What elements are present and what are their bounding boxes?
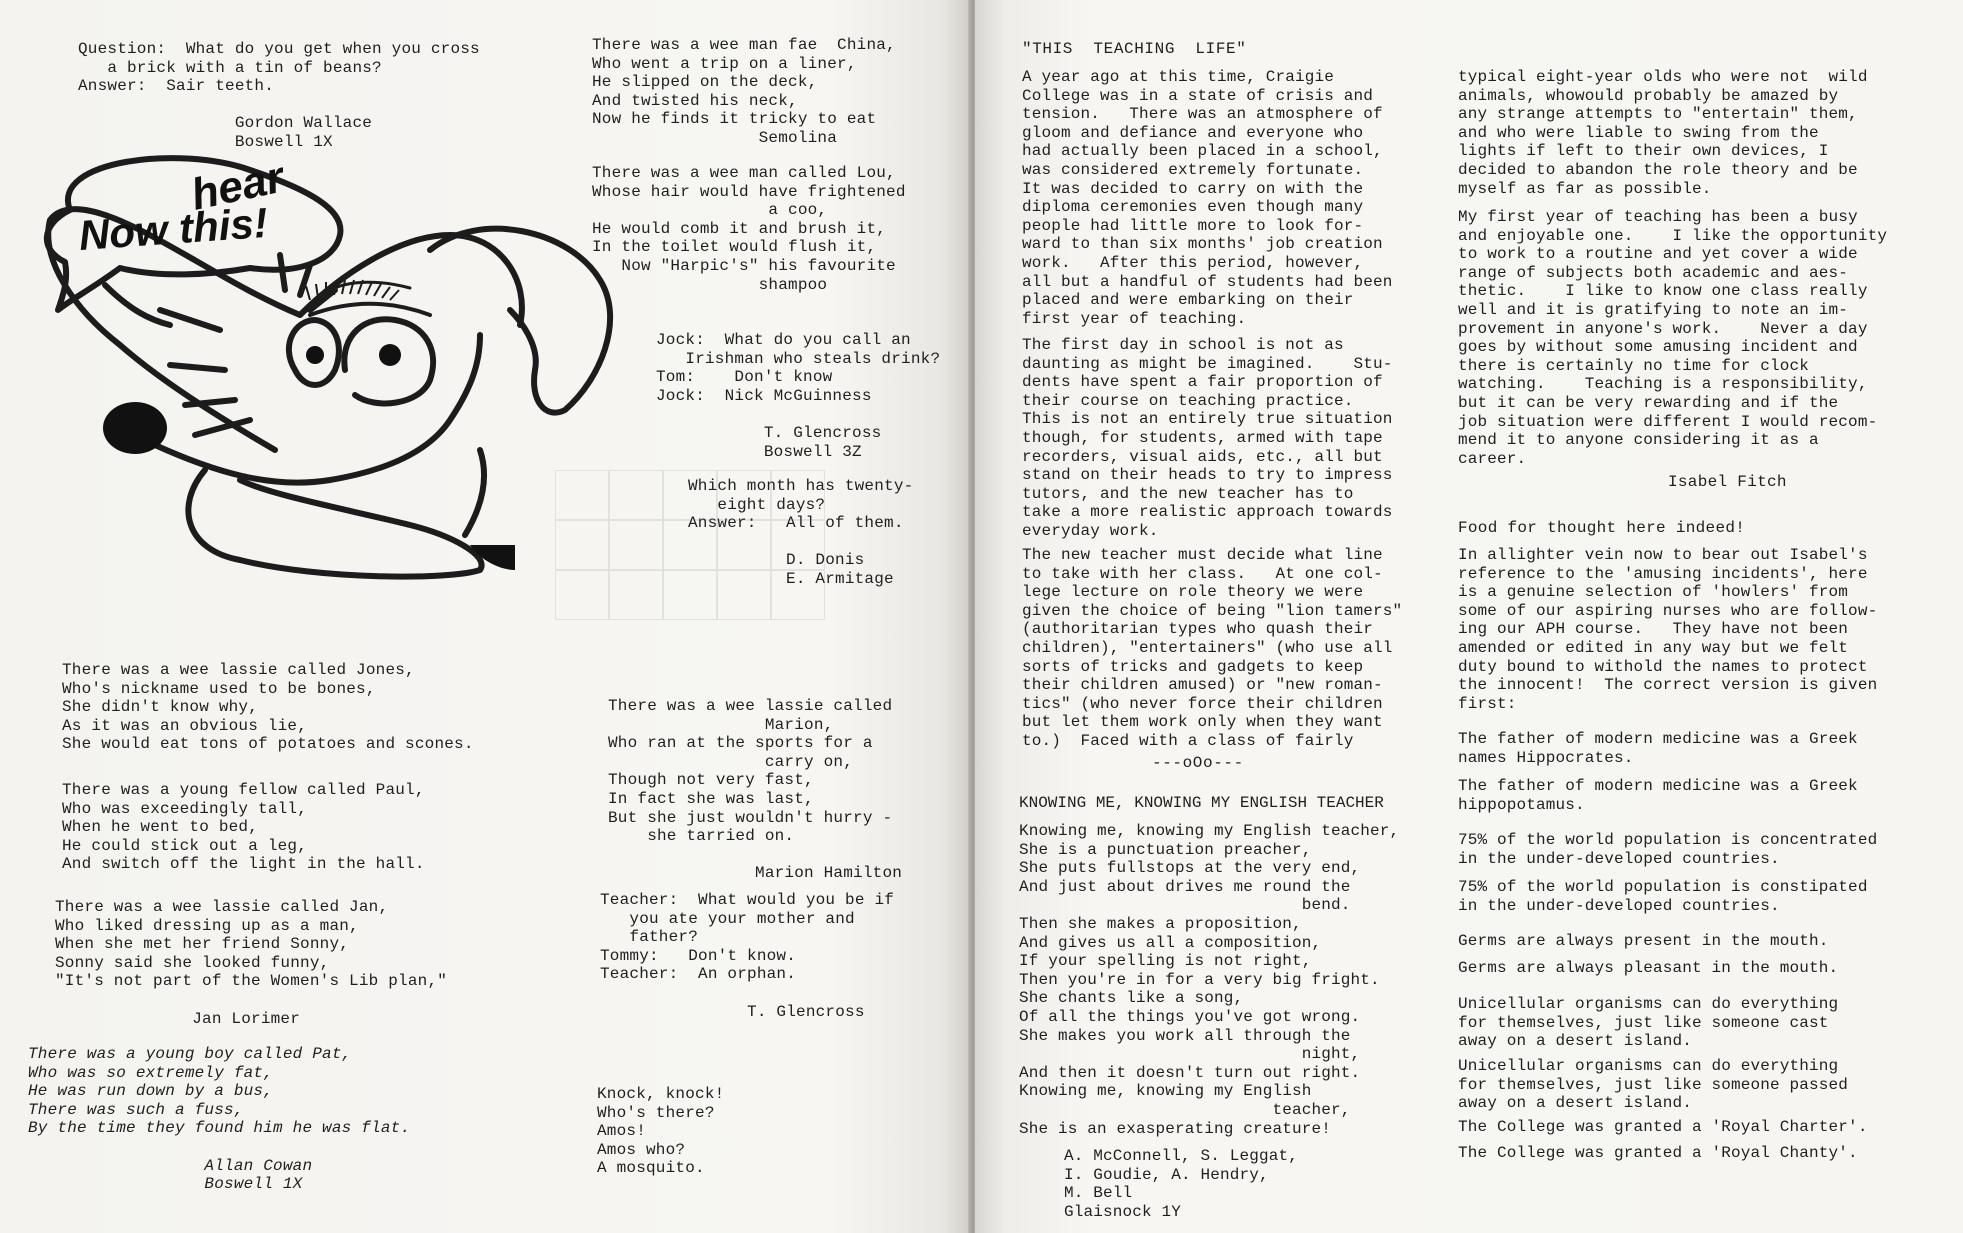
text-line <box>28 1138 410 1157</box>
text-line: to work to a routine and yet cover a wide <box>1458 245 1858 264</box>
text-line: Boswell 3Z <box>656 442 862 461</box>
text-line: It was decided to carry on with the <box>1022 179 1364 198</box>
text-line: work. After this period, however, <box>1022 253 1364 272</box>
text-line: Who's there? <box>597 1103 715 1122</box>
joke-orphan <box>600 891 894 1021</box>
text-line: animals, whowould probably be amazed by <box>1458 86 1839 105</box>
text-line: but it can be very rewarding and if the <box>1458 393 1839 412</box>
text-line: Germs are always present in the mouth. <box>1458 932 1829 950</box>
text-line: There was a young boy called Pat, <box>28 1045 352 1063</box>
text-line: take a more realistic approach towards <box>1022 503 1393 522</box>
howler-item <box>1458 730 1858 767</box>
howler-item <box>1458 1144 1858 1163</box>
text-line: 75% of the world population is constipated <box>1458 878 1868 896</box>
text-line: to.) Faced with a class of fairly <box>1022 731 1354 750</box>
text-line: given the choice of being "lion tamers" <box>1022 601 1403 620</box>
text-line: (authoritarian types who quash their <box>1022 620 1374 639</box>
howler-item <box>1458 959 1838 978</box>
limerick-marion <box>608 697 902 883</box>
text-line: typical eight-year olds who were not wild <box>1458 68 1868 86</box>
text-line: people had little more to look for- <box>1022 216 1364 235</box>
text-line: Sonny said she looked funny, <box>55 953 330 972</box>
text-line: amended or edited in any way but we felt <box>1458 638 1849 657</box>
text-line: Answer: All of them. <box>688 514 904 533</box>
text-line: D. Donis <box>688 551 865 570</box>
howler-item <box>1458 1057 1848 1113</box>
text-line: there is certainly no time for clock <box>1458 356 1810 375</box>
text-line: recorders, visual aids, etc., all but <box>1022 447 1383 466</box>
text-line <box>600 984 894 1003</box>
text-line: In fact she was last, <box>608 789 814 808</box>
text-line: She didn't know why, <box>62 698 259 717</box>
text-line: their course on teaching practice. <box>1022 391 1354 410</box>
text-line: A year ago at this time, Craigie <box>1022 68 1335 86</box>
article-col1-para3 <box>1022 546 1402 751</box>
howler-item <box>1458 878 1868 915</box>
text-line: and enjoyable one. I like the opportunity <box>1458 226 1888 245</box>
text-line: A mosquito. <box>597 1159 705 1178</box>
text-line: There was a wee lassie called Jones, <box>62 661 415 679</box>
dog-nose <box>103 402 167 454</box>
text-line: She chants like a song, <box>1019 989 1244 1008</box>
text-line: a coo, <box>592 201 828 220</box>
show-through-grid <box>555 470 825 620</box>
dog-neck <box>465 450 484 535</box>
text-line: range of subjects both academic and aes- <box>1458 263 1849 282</box>
text-line: dents have spent a fair proportion of <box>1022 373 1383 392</box>
text-line: Boswell 1X <box>78 132 333 151</box>
text-line: He slipped on the deck, <box>592 73 818 92</box>
text-line: you ate your mother and <box>600 909 855 928</box>
text-line: daunting as might be imagined. Stu- <box>1022 354 1393 373</box>
text-line: job situation were different I would recom- <box>1458 412 1878 431</box>
howler-item <box>1458 1118 1868 1137</box>
text-line: Marion, <box>608 715 834 734</box>
text-line: Gordon Wallace <box>78 114 373 133</box>
text-line <box>78 96 480 115</box>
text-line: There was a wee lassie called Jan, <box>55 898 389 916</box>
text-line: Answer: Sair teeth. <box>78 77 275 96</box>
text-line: their children amused) or "new roman- <box>1022 676 1383 695</box>
text-line <box>55 991 447 1010</box>
text-line: Who's nickname used to be bones, <box>62 679 376 698</box>
text-line: Then she makes a proposition, <box>1019 914 1302 933</box>
text-line: There was a young fellow called Paul, <box>62 781 425 799</box>
text-line: everyday work. <box>1022 521 1159 540</box>
text-line: and who were liable to swing from the <box>1458 123 1819 142</box>
text-line: Of all the things you've got wrong. <box>1019 1007 1361 1026</box>
text-line: first year of teaching. <box>1022 309 1247 328</box>
text-line: Jock: Nick McGuinness <box>656 386 872 405</box>
text-line: Whose hair would have frightened <box>592 182 906 201</box>
text-line: Teacher: What would you be if <box>600 891 895 909</box>
article-col1-para1 <box>1022 68 1393 328</box>
text-line: And just about drives me round the <box>1019 877 1351 896</box>
joke-irishman <box>656 331 940 461</box>
text-line: "It's not part of the Women's Lib plan," <box>55 972 448 991</box>
text-line: Now "Harpic's" his favourite <box>592 256 896 275</box>
text-line: the innocent! The correct version is given <box>1458 676 1878 695</box>
text-line: decided to abandon the role theory and be <box>1458 160 1858 179</box>
text-line: She would eat tons of potatoes and scones. <box>62 735 474 754</box>
text-line: away on a desert island. <box>1458 1032 1693 1051</box>
text-line: was considered extremely fortunate. <box>1022 160 1364 179</box>
text-line: any strange attempts to "entertain" them, <box>1458 105 1858 124</box>
text-line: 75% of the world population is concentrated <box>1458 831 1878 849</box>
text-line: Teacher: An orphan. <box>600 965 797 984</box>
limerick-jones <box>62 661 474 754</box>
text-line: children), "entertainers" (who use all <box>1022 638 1393 657</box>
text-line: tutors, and the new teacher has to <box>1022 484 1354 503</box>
limerick-lou <box>592 164 906 294</box>
text-line: provement in anyone's work. Never a day <box>1458 319 1868 338</box>
joke-knock-knock <box>597 1085 724 1178</box>
text-line: in the under-developed countries. <box>1458 849 1780 868</box>
text-line: first: <box>1458 694 1517 713</box>
text-line: Tom: Don't know <box>656 368 833 387</box>
text-line: M. Bell <box>1064 1184 1133 1203</box>
text-line: In allighter vein now to bear out Isabel's <box>1458 546 1868 564</box>
text-line: for themselves, just like someone passed <box>1458 1075 1849 1094</box>
howler-item <box>1458 995 1838 1051</box>
text-line: is a genuine selection of 'howlers' from <box>1458 583 1849 602</box>
text-line: As it was an obvious lie, <box>62 716 308 735</box>
article-col2-para3 <box>1458 546 1877 713</box>
text-line: If your spelling is not right, <box>1019 952 1312 971</box>
text-line: Amos! <box>597 1122 647 1141</box>
text-line: Which month has twenty- <box>688 477 914 495</box>
text-line: My first year of teaching has been a busy <box>1458 208 1858 226</box>
text-line: Allan Cowan <box>28 1156 313 1175</box>
text-line: watching. Teaching is a responsibility, <box>1458 375 1868 394</box>
text-line: Amos who? <box>597 1140 686 1159</box>
text-line: shampoo <box>592 275 828 294</box>
text-line: The College was granted a 'Royal Charter'. <box>1458 1118 1868 1136</box>
text-line: There was such a fuss, <box>28 1100 244 1119</box>
article-col1-para2 <box>1022 336 1393 541</box>
text-line <box>656 405 940 424</box>
text-line: When she met her friend Sonny, <box>55 935 350 954</box>
text-line: Though not very fast, <box>608 771 814 790</box>
section-separator: ---oOo--- <box>1152 754 1244 772</box>
text-line: goes by without some amusing incident and <box>1458 338 1858 357</box>
text-line: There was a wee man fae China, <box>592 36 896 54</box>
text-line: Who liked dressing up as a man, <box>55 916 359 935</box>
text-line: Unicellular organisms can do everything <box>1458 1057 1839 1075</box>
article-col2-para2 <box>1458 208 1887 468</box>
text-line: duty bound to withold the names to protect <box>1458 657 1868 676</box>
text-line: There was a wee man called Lou, <box>592 164 896 182</box>
text-line: By the time they found him he was flat. <box>28 1119 411 1138</box>
text-line: night, <box>1019 1045 1361 1064</box>
text-line: E. Armitage <box>688 569 894 588</box>
text-line: names Hippocrates. <box>1458 748 1634 767</box>
poem-title: KNOWING ME, KNOWING MY ENGLISH TEACHER <box>1019 794 1384 812</box>
text-line: T. Glencross <box>600 1002 865 1021</box>
text-line: Semolina <box>592 128 838 147</box>
text-line: T. Glencross <box>656 423 882 442</box>
text-line: Knowing me, knowing my English <box>1019 1082 1312 1101</box>
right-page <box>975 0 1963 1233</box>
text-line: The first day in school is not as <box>1022 336 1344 354</box>
text-line: Knock, knock! <box>597 1085 725 1103</box>
text-line: well and it is gratifying to note an im- <box>1458 300 1849 319</box>
text-line: lights if left to their own devices, I <box>1458 142 1829 161</box>
text-line: Who was exceedingly tall, <box>62 799 308 818</box>
text-line: ing our APH course. They have not been <box>1458 620 1849 639</box>
text-line: tics" (who never force their children <box>1022 694 1383 713</box>
text-line: in the under-developed countries. <box>1458 896 1780 915</box>
text-line: placed and were embarking on their <box>1022 291 1354 310</box>
text-line: Unicellular organisms can do everything <box>1458 995 1839 1013</box>
text-line: lege lecture on role theory we were <box>1022 583 1364 602</box>
text-line: teacher, <box>1019 1100 1351 1119</box>
speech-text-now-this: Now this! <box>77 198 270 259</box>
text-line: Then you're in for a very big fright. <box>1019 970 1380 989</box>
poem-authors <box>1064 1147 1298 1221</box>
text-line: This is not an entirely true situation <box>1022 410 1393 429</box>
text-line: myself as far as possible. <box>1458 179 1712 198</box>
text-line: to take with her class. At one col- <box>1022 564 1383 583</box>
text-line: Boswell 1X <box>28 1175 303 1194</box>
text-line: He was run down by a bus, <box>28 1082 274 1101</box>
poem-body <box>1019 822 1399 1138</box>
text-line: She is an exasperating creature! <box>1019 1119 1332 1138</box>
text-line: carry on, <box>608 752 854 771</box>
text-line: Tommy: Don't know. <box>600 946 797 965</box>
text-line: a brick with a tin of beans? <box>78 58 382 77</box>
text-line: She puts fullstops at the very end, <box>1019 859 1361 878</box>
text-line: The College was granted a 'Royal Chanty'. <box>1458 1144 1858 1162</box>
food-for-thought: Food for thought here indeed! <box>1458 519 1746 537</box>
text-line: I. Goudie, A. Hendry, <box>1064 1165 1269 1184</box>
limerick-jan <box>55 898 447 1028</box>
text-line: The new teacher must decide what line <box>1022 546 1383 564</box>
text-line: She is a punctuation preacher, <box>1019 840 1312 859</box>
text-line: reference to the 'amusing incidents', here <box>1458 564 1868 583</box>
article-title: "THIS TEACHING LIFE" <box>1022 40 1247 58</box>
text-line: Now he finds it tricky to eat <box>592 110 877 129</box>
text-line: diploma ceremonies even though many <box>1022 198 1364 217</box>
text-line: stand on their heads to try to impress <box>1022 466 1393 485</box>
left-page <box>0 0 972 1233</box>
text-line: for themselves, just like someone cast <box>1458 1013 1829 1032</box>
text-line: In the toilet would flush it, <box>592 238 877 257</box>
dog-tongue <box>188 470 481 577</box>
text-line: Germs are always pleasant in the mouth. <box>1458 959 1839 977</box>
text-line: bend. <box>1019 896 1351 915</box>
text-line: had actually been placed in a school, <box>1022 142 1383 161</box>
text-line: Marion Hamilton <box>608 864 903 883</box>
text-line: The father of modern medicine was a Greek <box>1458 730 1858 748</box>
text-line: some of our aspiring nurses who are follow- <box>1458 601 1878 620</box>
dog-ear <box>430 229 610 413</box>
text-line: she tarried on. <box>608 827 795 846</box>
text-line: Jan Lorimer <box>55 1009 301 1028</box>
text-line: And then it doesn't turn out right. <box>1019 1063 1361 1082</box>
text-line: father? <box>600 928 699 947</box>
text-line: There was a wee lassie called <box>608 697 893 715</box>
text-line: but let them work only when they want <box>1022 713 1383 732</box>
text-line: hippopotamus. <box>1458 795 1585 814</box>
text-line: Who was so extremely fat, <box>28 1063 274 1082</box>
text-line: Who went a trip on a liner, <box>592 54 857 73</box>
text-line: The father of modern medicine was a Greek <box>1458 777 1858 795</box>
text-line: gloom and defiance and everyone who <box>1022 123 1364 142</box>
text-line: Jock: What do you call an <box>656 331 911 349</box>
text-line <box>608 846 902 865</box>
limerick-china <box>592 36 896 148</box>
text-line: all but a handful of students had been <box>1022 272 1393 291</box>
text-line: eight days? <box>688 495 826 514</box>
text-line: career. <box>1458 449 1527 468</box>
text-line: She makes you work all through the <box>1019 1026 1351 1045</box>
speech-text-hear: hear <box>186 152 289 220</box>
text-line: away on a desert island. <box>1458 1094 1693 1113</box>
text-line: Who ran at the sports for a <box>608 734 873 753</box>
text-line: thetic. I like to know one class really <box>1458 282 1868 301</box>
howler-item <box>1458 932 1829 951</box>
text-line: tension. There was an atmosphere of <box>1022 105 1383 124</box>
text-line: He could stick out a leg, <box>62 836 308 855</box>
text-line: And switch off the light in the hall. <box>62 855 425 874</box>
text-line: Irishman who steals drink? <box>656 349 941 368</box>
text-line: ward to than six months' job creation <box>1022 235 1383 254</box>
howler-item <box>1458 777 1858 814</box>
text-line: Question: What do you get when you cross <box>78 40 480 58</box>
text-line: He would comb it and brush it, <box>592 219 887 238</box>
article-col2-para1 <box>1458 68 1868 198</box>
text-line: College was in a state of crisis and <box>1022 86 1374 105</box>
text-line: sorts of tricks and gadgets to keep <box>1022 657 1364 676</box>
text-line: And twisted his neck, <box>592 91 798 110</box>
text-line: Glaisnock 1Y <box>1064 1202 1182 1221</box>
limerick-pat <box>28 1045 410 1194</box>
howler-item <box>1458 831 1877 868</box>
text-line: mend it to anyone considering it as a <box>1458 431 1819 450</box>
text-line: When he went to bed, <box>62 818 259 837</box>
limerick-paul <box>62 781 425 874</box>
joke-brick <box>78 40 480 152</box>
text-line: And gives us all a composition, <box>1019 933 1322 952</box>
article-author: Isabel Fitch <box>1668 473 1787 491</box>
text-line: though, for students, armed with tape <box>1022 428 1383 447</box>
text-line: Knowing me, knowing my English teacher, <box>1019 822 1400 840</box>
text-line: A. McConnell, S. Leggat, <box>1064 1147 1299 1165</box>
text-line: But she just wouldn't hurry - <box>608 808 893 827</box>
